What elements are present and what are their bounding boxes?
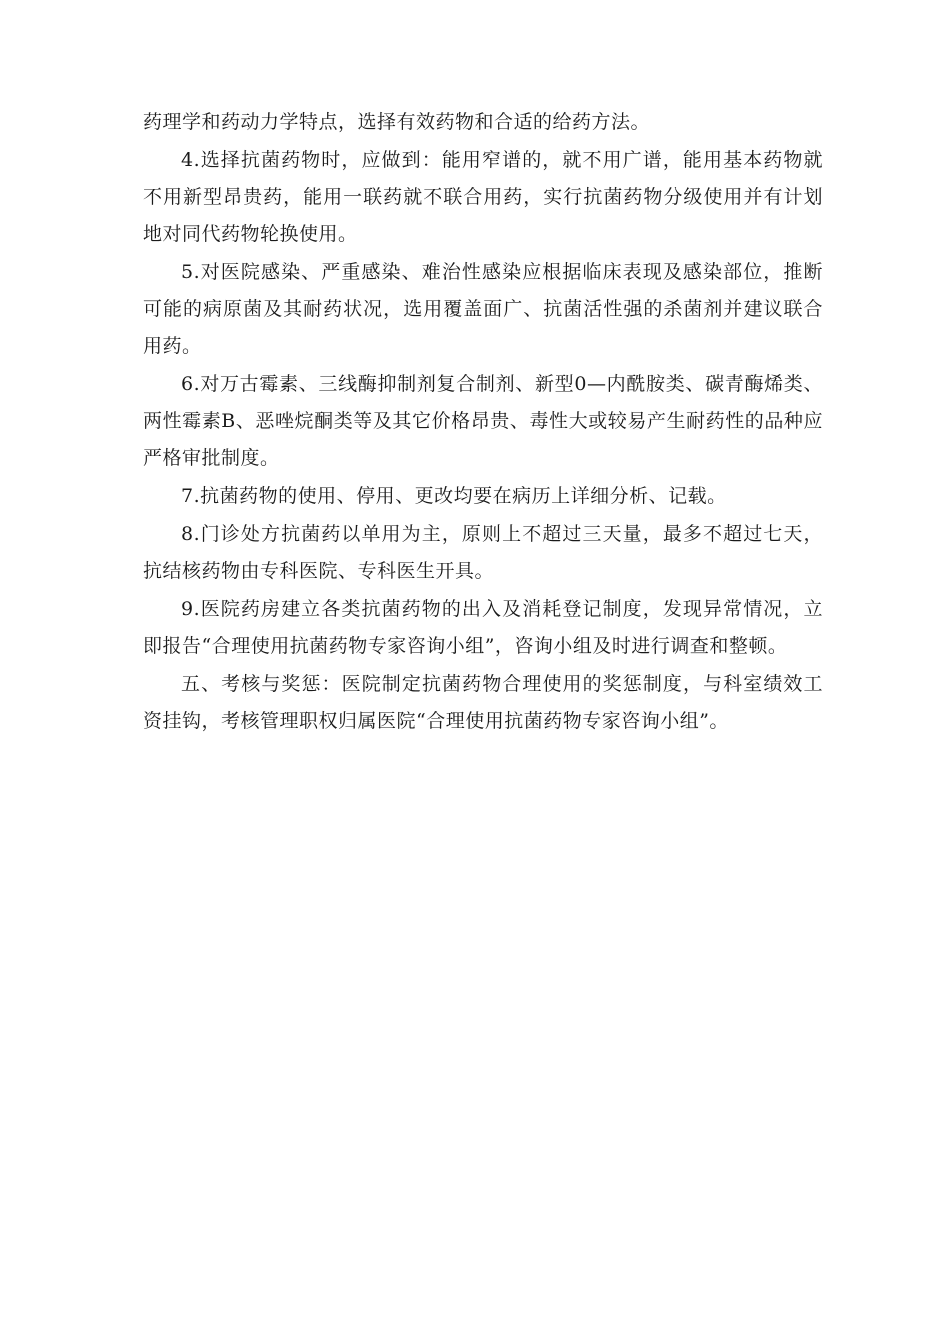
paragraph-item-7: 7.抗菌药物的使用、停用、更改均要在病历上详细分析、记载。 bbox=[181, 485, 727, 507]
paragraph-item-4: 4.选择抗菌药物时，应做到：能用窄谱的，就不用广谱，能用基本药物就不用新型昂贵药，能用一联药就不联合用药，实行抗菌药物分级使用并有计划地对同代药物轮换使用。 bbox=[143, 149, 823, 245]
paragraph-item-6: 6.对万古霉素、三线酶抑制剂复合制剂、新型0—内酰胺类、碳青酶烯类、两性霉素B、恶唑烷酮类等及其它价格昂贵、毒性大或较易产生耐药性的品种应严格审批制度。 bbox=[143, 373, 823, 469]
paragraph-item-9: 9.医院药房建立各类抗菌药物的出入及消耗登记制度，发现异常情况，立即报告“合理使用抗菌药物专家咨询小组”，咨询小组及时进行调查和整顿。 bbox=[143, 598, 823, 657]
paragraph-continuation: 药理学和药动力学特点，选择有效药物和合适的给药方法。 bbox=[143, 111, 651, 133]
paragraph-item-8: 8.门诊处方抗菌药以单用为主，原则上不超过三天量，最多不超过七天，抗结核药物由专科医院、专科医生开具。 bbox=[143, 523, 823, 582]
paragraph-section-5: 五、考核与奖惩：医院制定抗菌药物合理使用的奖惩制度，与科室绩效工资挂钩，考核管理职权归属医院“合理使用抗菌药物专家咨询小组”。 bbox=[143, 673, 823, 732]
document-body bbox=[143, 104, 823, 741]
paragraph-item-5: 5.对医院感染、严重感染、难治性感染应根据临床表现及感染部位，推断可能的病原菌及其耐药状况，选用覆盖面广、抗菌活性强的杀菌剂并建议联合用药。 bbox=[143, 261, 823, 357]
